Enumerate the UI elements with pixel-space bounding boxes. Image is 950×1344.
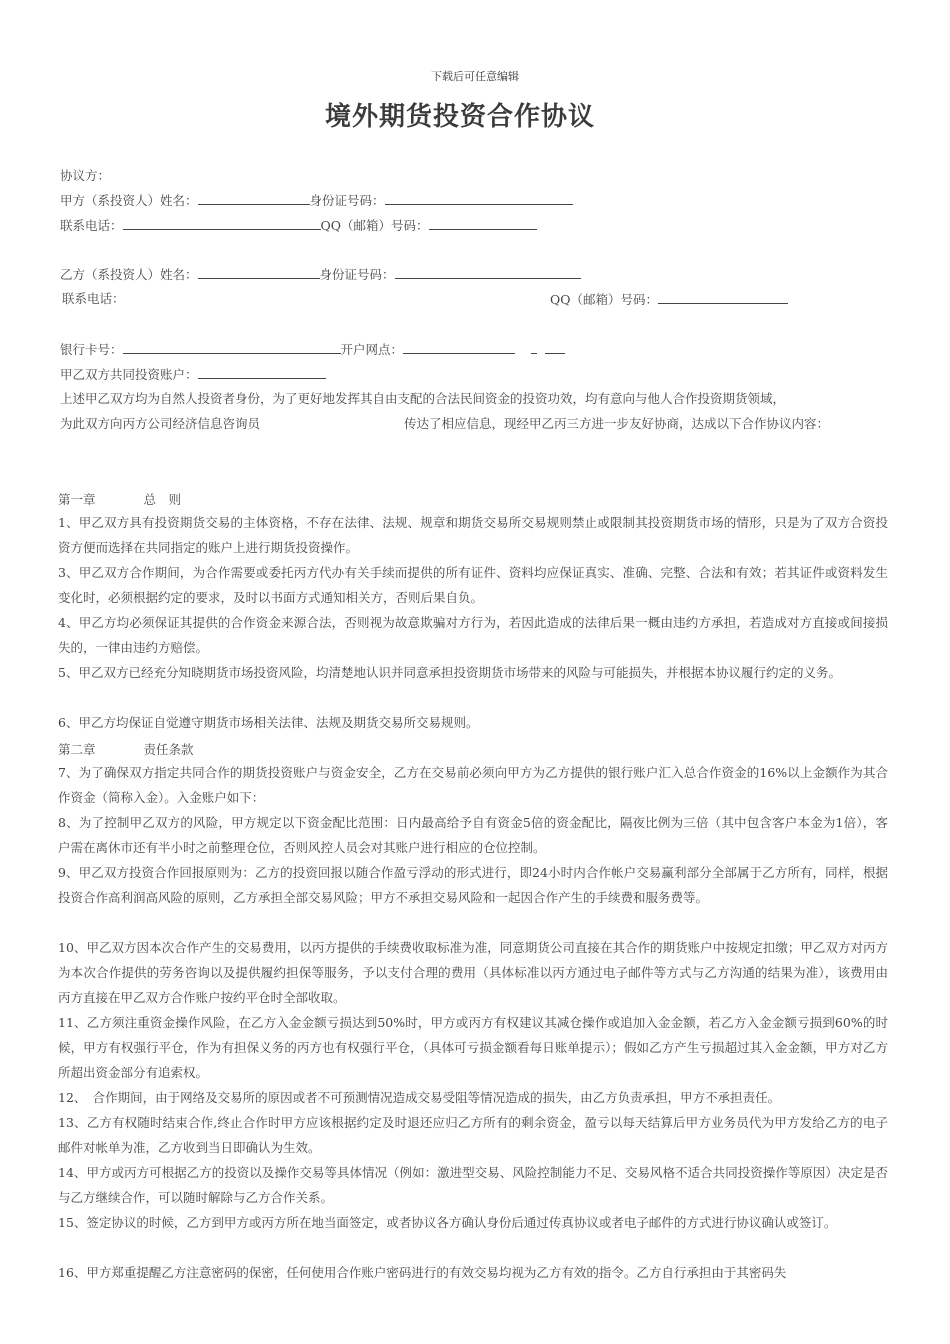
clause-8: 8、为了控制甲乙双方的风险，甲方规定以下资金配比范围：日内最高给予自有资金5倍的资金配比，隔夜比例为三倍（其中包含客户本金为1倍），客户需在离休市还有半小时之前整理仓位，否则风控人员会对其账户进行相应的仓位控制。 (58, 815, 888, 855)
clause-6: 6、甲乙方均保证自觉遵守期货市场相关法律、法规及期货交易所交易规则。 (58, 715, 479, 730)
party-a-qq-field[interactable] (429, 217, 537, 230)
parties-intro: 协议方： (60, 168, 111, 183)
party-a-contact-row (60, 217, 537, 234)
chapter-2-name: 责任条款 (143, 742, 194, 757)
chapter-2-number: 第二章 (58, 742, 96, 757)
party-a-qq-label: QQ（邮箱）号码： (320, 218, 429, 233)
chapter-2-heading (58, 740, 194, 758)
branch-field-tail-2[interactable] (545, 341, 565, 354)
party-a-phone-field[interactable] (123, 217, 321, 230)
party-b-id-label: 身份证号码： (319, 267, 395, 282)
clause-10: 10、甲乙双方因本次合作产生的交易费用，以丙方提供的手续费收取标准为准，同意期货公司直接在其合作的期货账户中按规定扣缴；甲乙双方对丙方为本次合作提供的劳务咨询以及提供履约担保等服务，予以支付合理的费用（具体标准以丙方通过电子邮件等方式与乙方沟通的结果为准），该费用由丙方直接在甲乙双方合作账户按约平仓时全部收取。 (58, 940, 888, 1005)
clause-4: 4、甲乙方均必须保证其提供的合作资金来源合法，否则视为故意欺骗对方行为，若因此造成的法律后果一概由违约方承担，若造成对方直接或间接损失的，一律由违约方赔偿。 (58, 615, 888, 655)
party-a-name-field[interactable] (198, 192, 310, 205)
party-a-phone-label: 联系电话： (60, 218, 123, 233)
clause-16: 16、甲方郑重提醒乙方注意密码的保密，任何使用合作账户密码进行的有效交易均视为乙方有效的指令。乙方自行承担由于其密码失 (58, 1265, 787, 1280)
party-b-name-label: 乙方（系投资人）姓名： (60, 267, 198, 282)
clause-9: 9、甲乙双方投资合作回报原则为：乙方的投资回报以随合作盈亏浮动的形式进行，即24小时内合作帐户交易赢利部分全部属于乙方所有，同样，根据投资合作高利润高风险的原则，乙方承担全部交易风险；甲方不承担交易风险和一起因合作产生的手续费和服务费等。 (58, 865, 888, 905)
chapter-1-name: 总 则 (143, 492, 182, 507)
header-note: 下载后可任意编辑 (431, 70, 519, 83)
clause-7: 7、为了确保双方指定共同合作的期货投资账户与资金安全，乙方在交易前必须向甲方为乙方提供的银行账户汇入总合作资金的16%以上金额作为其合作资金（简称入金）。入金账户如下： (58, 765, 888, 805)
joint-account-field[interactable] (198, 366, 326, 379)
party-b-phone-label: 联系电话： (62, 291, 125, 306)
preamble-line-2a: 为此双方向丙方公司经济信息咨询员 (60, 416, 261, 431)
clause-1: 1、甲乙双方具有投资期货交易的主体资格，不存在法律、法规、规章和期货交易所交易规则禁止或限制其投资期货市场的情形，只是为了双方合资投资方便而选择在共同指定的账户上进行期货投资操作。 (58, 515, 888, 555)
party-a-id-field[interactable] (385, 192, 573, 205)
chapter-1-number: 第一章 (58, 492, 96, 507)
document-title: 境外期货投资合作协议 (324, 102, 595, 132)
branch-field-tail-1[interactable] (531, 341, 537, 354)
party-b-qq-field[interactable] (658, 291, 788, 304)
clause-5: 5、甲乙双方已经充分知晓期货市场投资风险，均清楚地认识并同意承担投资期货市场带来的风险与可能损失，并根据本协议履行约定的义务。 (58, 665, 841, 680)
party-a-name-label: 甲方（系投资人）姓名： (60, 193, 198, 208)
branch-label: 开户网点： (340, 342, 404, 357)
joint-account-label: 甲乙双方共同投资账户： (60, 367, 198, 382)
bank-card-label: 银行卡号： (60, 342, 123, 357)
clause-15: 15、签定协议的时候，乙方到甲方或丙方所在地当面签定，或者协议各方确认身份后通过传真协议或者电子邮件的方式进行协议确认或签订。 (58, 1215, 837, 1230)
party-b-id-field[interactable] (395, 266, 581, 279)
clause-13: 13、乙方有权随时结束合作,终止合作时甲方应该根据约定及时退还应归乙方所有的剩余资金，盈亏以每天结算后甲方业务员代为甲方发给乙方的电子邮件对帐单为准，乙方收到当日即确认为生效。 (58, 1115, 888, 1155)
clause-12: 12、 合作期间，由于网络及交易所的原因或者不可预测情况造成交易受阻等情况造成的损失，由乙方负责承担，甲方不承担责任。 (58, 1090, 781, 1105)
party-b-name-field[interactable] (198, 266, 320, 279)
party-b-qq-row (550, 291, 788, 308)
clause-3: 3、甲乙双方合作期间，为合作需要或委托丙方代办有关手续而提供的所有证件、资料均应保证真实、准确、完整、合法和有效；若其证件或资料发生变化时，必须根据约定的要求，及时以书面方式通知相关方，否则后果自负。 (58, 565, 888, 605)
bank-row (60, 341, 565, 358)
preamble-line-2b: 传达了相应信息，现经甲乙丙三方进一步友好协商，达成以下合作协议内容： (404, 416, 830, 431)
party-b-name-row (60, 266, 581, 283)
clause-11: 11、乙方须注重资金操作风险，在乙方入金金额亏损达到50%时，甲方或丙方有权建议其减仓操作或追加入金金额，若乙方入金金额亏损到60%的时候，甲方有权强行平仓，作为有担保义务的丙方也有权强行平仓，（具体可亏损金额看每日账单提示）；假如乙方产生亏损超过其入金金额，甲方对乙方所超出资金部分有追索权。 (58, 1015, 888, 1080)
bank-card-field[interactable] (123, 341, 341, 354)
chapter-1-heading (58, 490, 181, 508)
party-a-name-row (60, 192, 573, 209)
preamble-line-1: 上述甲乙双方均为自然人投资者身份，为了更好地发挥其自由支配的合法民间资金的投资功效，均有意向与他人合作投资期货领域， (60, 391, 786, 406)
clause-14: 14、甲方或丙方可根据乙方的投资以及操作交易等具体情况（例如：激进型交易、风险控制能力不足、交易风格不适合共同投资操作等原因）决定是否与乙方继续合作，可以随时解除与乙方合作关系。 (58, 1165, 888, 1205)
joint-account-row (60, 366, 326, 383)
party-b-qq-label: QQ（邮箱）号码： (550, 292, 658, 307)
party-a-id-label: 身份证号码： (309, 193, 385, 208)
branch-field[interactable] (403, 341, 515, 354)
